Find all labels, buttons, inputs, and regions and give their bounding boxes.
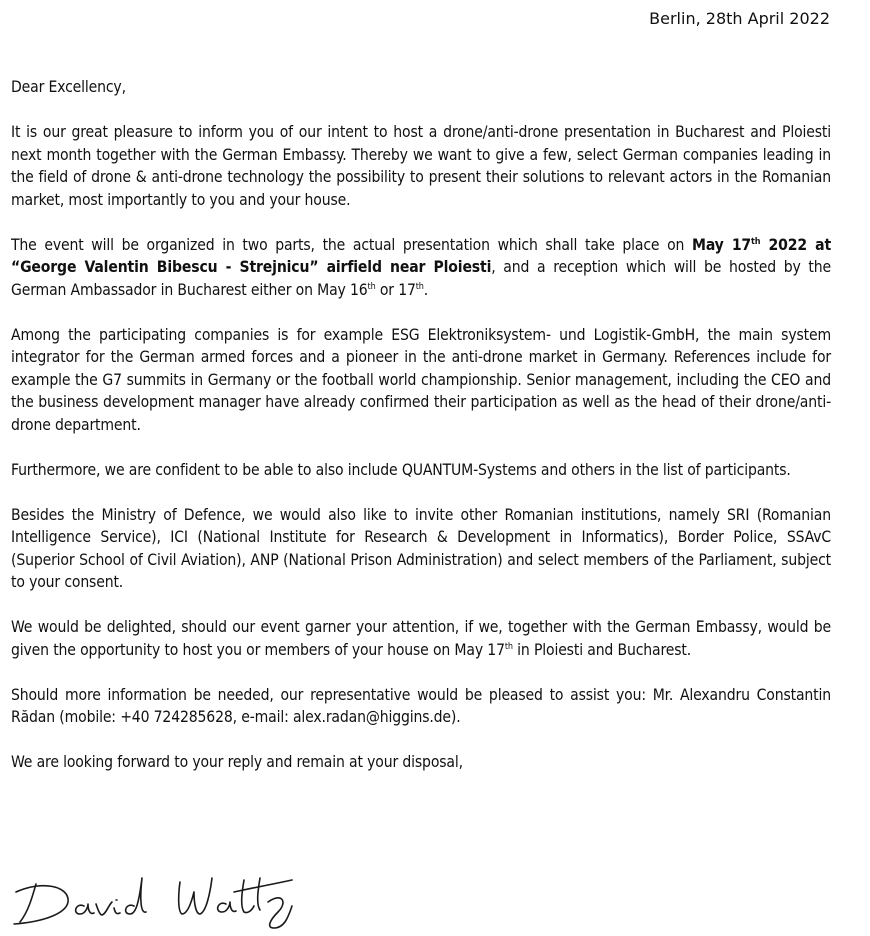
event-day-suffix: th — [751, 236, 761, 247]
paragraph-institutions: Besides the Ministry of Defence, we would also like to invite other Romanian institutions, namely SRI (Romanian Intelligence Service), ICI (National Institute for Research & Development in Informatics), Border Police, SSAvC (Superior School of Civil Aviation), ANP (National Prison Administration) and select members of the Parliament, subject to your consent. — [11, 505, 831, 591]
event-text-c: , and a reception which will be hosted by the German Ambassador in Bucharest either on May 16 — [11, 258, 831, 299]
event-day: May 17 — [692, 235, 752, 254]
reception-day-suffix-2: th — [415, 281, 424, 292]
invitation-text-b: in Ploiesti and Bucharest. — [512, 640, 692, 659]
event-location: 2022 at “George Valentin Bibescu - Strejnicu” airfield near Ploiesti — [11, 235, 832, 276]
paragraph-companies: Among the participating companies is for example ESG Elektroniksystem- und Logistik-GmbH, the main system integrator for the German armed forces and a pioneer in the anti-drone market in Germany. References include for example the G7 summits in Germany or the football world championship. Senior management, including the CEO and the business development manager have already confirmed their participation as well as the head of their drone/anti-drone department. — [11, 325, 831, 434]
reception-day-suffix-1: th — [367, 281, 376, 292]
invitation-day-suffix: th — [504, 641, 513, 652]
event-text-e: . — [423, 280, 429, 299]
paragraph-quantum: Furthermore, we are confident to be able to also include QUANTUM-Systems and others in the list of participants. — [11, 460, 791, 479]
invitation-text-a: We would be delighted, should our event garner your attention, if we, together with the German Embassy, would be given the opportunity to host you or members of your house on May 17 — [11, 618, 831, 659]
event-text-d: or 17 — [375, 280, 416, 299]
paragraph-invitation — [11, 616, 831, 661]
date-line: Berlin, 28th April 2022 — [649, 9, 830, 28]
salutation: Dear Excellency, — [11, 78, 126, 96]
handwritten-signature — [12, 862, 297, 932]
paragraph-intro: It is our great pleasure to inform you of our intent to host a drone/anti-drone presentation in Bucharest and Ploiesti next month together with the German Embassy. Thereby we want to give a few, select German companies leading in the field of drone & anti-drone technology the possibility to present their solutions to relevant actors in the Romanian market, most importantly to you and your house. — [11, 123, 831, 209]
event-text-a: The event will be organized in two parts, the actual presentation which shall take place on — [11, 235, 693, 254]
paragraph-contact: Should more information be needed, our representative would be pleased to assist you: Mr. Alexandru Constantin Rădan (mobile: +40 724285628, e-mail: alex.radan@higgins.de). — [11, 685, 831, 726]
letter-body — [11, 76, 831, 774]
paragraph-event — [11, 234, 831, 302]
closing-line: We are looking forward to your reply and remain at your disposal, — [11, 753, 463, 771]
